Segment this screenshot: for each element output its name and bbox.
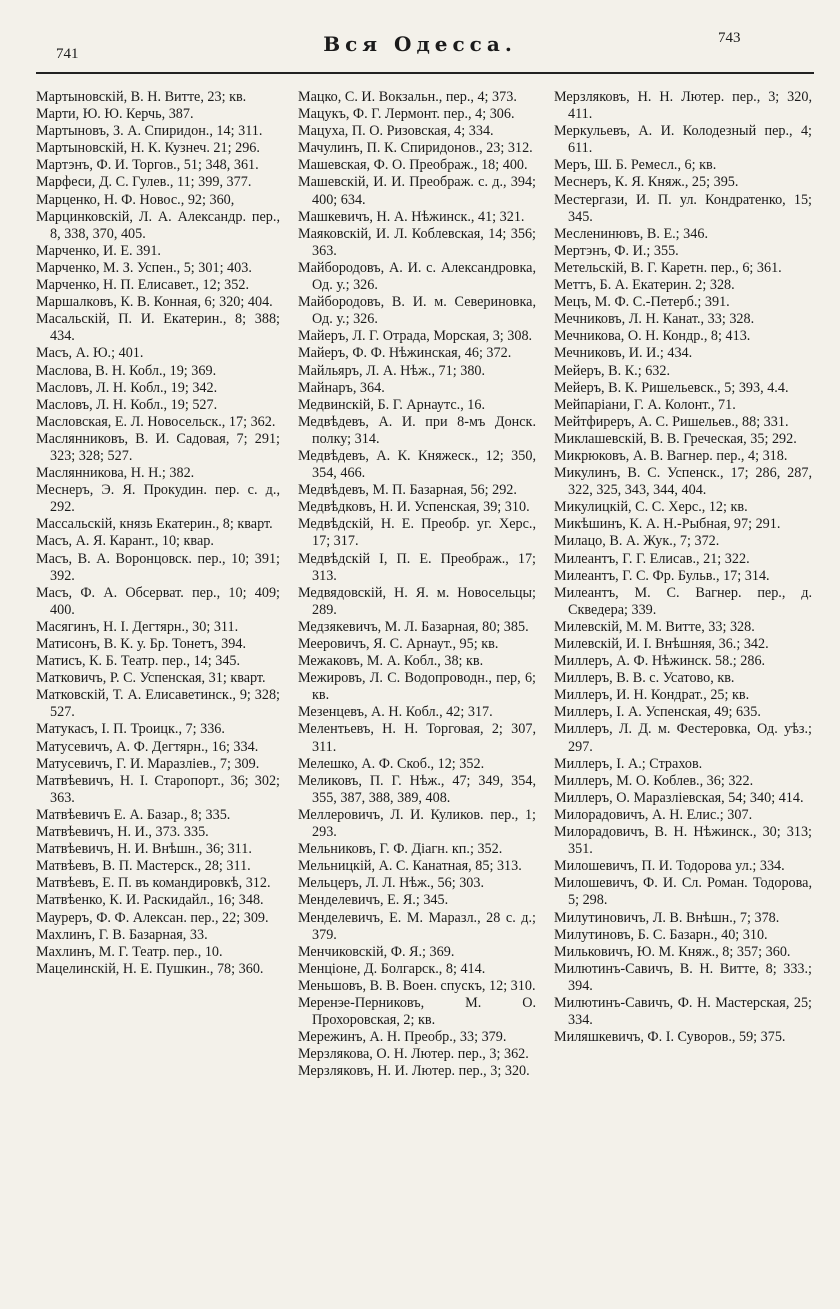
directory-entry: Миллеръ, І. А.; Страхов. [554,755,703,772]
directory-entry: Меттъ, Б. А. Екатерин. 2; 328. [554,277,735,294]
directory-entry: Меллеровичъ, Л. И. Куликов. пер., 1; 293. [298,806,536,841]
directory-entry: Медвинскій, Б. Г. Арнаутс., 16. [298,396,486,413]
directory-entry: Машкевичъ, Н. А. Нѣжинск., 41; 321. [298,208,525,225]
page-number-left: 741 [56,46,79,62]
directory-entry: Марченко, М. З. Успен., 5; 301; 403. [36,259,252,276]
column-right [554,89,812,1046]
directory-entry: Матусевичъ, А. Ф. Дегтярн., 16; 334. [36,738,259,755]
directory-entry: Маслова, В. Н. Кобл., 19; 369. [36,362,217,379]
directory-entry: Милацо, В. А. Жук., 7; 372. [554,533,720,550]
directory-entry: Матвѣевичъ, Н. І. Старопорт., 36; 302; 363. [36,772,280,806]
directory-entry: Микулицкій, С. С. Херс., 12; кв. [554,499,748,516]
directory-entry: Масловская, Е. Л. Новосельск., 17; 362. [36,413,276,430]
directory-entry: Медвѣдскій, Н. Е. Преобр. уг. Херс., 17; 317. [298,516,536,550]
directory-entry: Миллеръ, В. В. с. Усатово, кв. [554,670,735,687]
directory-entry: Масъ, А. Я. Карант., 10; квар. [36,533,214,550]
directory-entry: Майбородовъ, В. И. м. Севериновка, Од. у.; 326. [298,294,536,328]
directory-entry: Маршалковъ, К. В. Конная, 6; 320; 404. [36,294,273,311]
directory-entry: Матвѣенко, К. И. Раскидайл., 16; 348. [36,892,264,909]
directory-entry: Милютинъ-Савичъ, В. Н. Витте, 8; 333.; 394. [554,960,812,994]
directory-entry: Мееровичъ, Я. С. Арнаут., 95; кв. [298,636,499,652]
directory-entry: Милютинъ-Савичъ, Ф. Н. Мастерская, 25; 334. [554,994,812,1029]
directory-entry: Мечниковъ, И. И.; 434. [554,345,693,362]
directory-entry: Мерзлякова, О. Н. Лютер. пер., 3; 362. [298,1046,529,1063]
directory-entry: Марценко, Н. Ф. Новос., 92; 360, [36,191,235,208]
directory-entry: Метельскій, В. Г. Каретн. пер., 6; 361. [554,259,782,276]
directory-entry: Микулинъ, В. С. Успенск., 17; 286, 287, 322, 325, 343, 344, 404. [554,465,812,499]
column-left [36,89,280,978]
directory-entry: Местергази, И. П. ул. Кондратенко, 15; 345. [554,191,812,225]
directory-entry: Мильковичъ, Ю. М. Княж., 8; 357; 360. [554,943,791,960]
directory-entry: Масъ, В. А. Воронцовск. пер., 10; 391; 392. [36,550,280,584]
directory-entry: Мельницкій, А. С. Канатная, 85; 313. [298,858,522,875]
directory-entry: Мечникова, О. Н. Кондр., 8; 413. [554,328,751,345]
directory-entry: Матковскій, Т. А. Елисаветинск., 9; 328; 527. [36,687,280,721]
directory-entry: Миклашевскій, В. В. Греческая, 35; 292. [554,430,797,447]
directory-entry: Миллеръ, А. Ф. Нѣжинск. 58.; 286. [554,653,766,670]
directory-entry: Матвѣевъ, Е. П. въ командировкѣ, 312. [36,875,271,892]
directory-entry: Матвѣевичъ, Н. И. Внѣшн., 36; 311. [36,841,252,858]
directory-entry: Менчиковскій, Ф. Я.; 369. [298,943,455,960]
directory-entry: Масъ, Ф. А. Обсерват. пер., 10; 409; 400. [36,584,280,618]
directory-entry: Милошевичъ, Ф. И. Сл. Роман. Тодорова, 5; 298. [554,875,812,909]
directory-entry: Масальскій, П. И. Екатерин., 8; 388; 434. [36,311,280,345]
directory-entry: Мейтфиреръ, А. С. Ришельев., 88; 331. [554,413,789,430]
directory-entry: Массальскій, князь Екатерин., 8; кварт. [36,516,273,533]
page-header [0,26,840,66]
directory-entry: Меньшовъ, В. В. Воен. спускъ, 12; 310. [298,977,536,994]
directory-entry: Мерзляковъ, Н. И. Лютер. пер., 3; 320. [298,1063,530,1080]
directory-entry: Майеръ, Л. Г. Отрада, Морская, 3; 308. [298,328,533,345]
directory-entry: Матукасъ, І. П. Троицк., 7; 336. [36,721,225,738]
directory-entry: Махлинъ, Г. В. Базарная, 33. [36,926,208,943]
directory-entry: Мацко, С. И. Вокзальн., пер., 4; 373. [298,89,517,105]
directory-entry: Меснеръ, К. Я. Княж., 25; 395. [554,174,739,191]
directory-entry: Мейеръ, В. К.; 632. [554,362,671,379]
directory-entry: Майбородовъ, А. И. с. Александровка, Од. у.; 326. [298,259,536,294]
page-number-right: 743 [718,30,741,46]
directory-entry: Медвѣдевъ, А. И. при 8-мъ Донск. полку; 314. [298,413,536,447]
directory-entry: Марцинковскій, Л. А. Александр. пер., 8, 338, 370, 405. [36,208,280,242]
directory-entry: Мацукъ, Ф. Г. Лермонт. пер., 4; 306. [298,106,515,123]
directory-entry: Мартыновскій, В. Н. Витте, 23; кв. [36,89,247,105]
directory-entry: Мельниковъ, Г. Ф. Діагн. кп.; 352. [298,841,503,858]
directory-entry: Марфеси, Д. С. Гулев., 11; 399, 377. [36,174,252,191]
directory-entry: Менделевичъ, Е. Я.; 345. [298,892,449,909]
directory-entry: Матвѣевичъ Е. А. Базар., 8; 335. [36,806,231,823]
directory-entry: Мечниковъ, Л. Н. Канат., 33; 328. [554,311,755,328]
directory-entry: Межировъ, Л. С. Водопроводн., пер, 6; кв. [298,670,536,704]
directory-entry: Милеантъ, М. С. Вагнер. пер., д. Скведера; 339. [554,584,812,618]
directory-entry: Мережинъ, А. Н. Преобр., 33; 379. [298,1029,507,1046]
directory-entry: Меликовъ, П. Г. Нѣж., 47; 349, 354, 355, 387, 388, 389, 408. [298,772,536,806]
directory-entry: Медвядовскій, Н. Я. м. Новосельцы; 289. [298,584,536,618]
directory-entry: Мейеръ, В. К. Ришельевск., 5; 393, 4.4. [554,379,789,396]
entries-columns [0,89,840,1304]
directory-entry: Мецъ, М. Ф. С.-Петерб.; 391. [554,294,730,311]
directory-entry: Мельцеръ, Л. Л. Нѣж., 56; 303. [298,875,485,892]
directory-entry: Машевскій, И. И. Преображ. с. д., 394; 400; 634. [298,174,536,208]
directory-entry: Меркульевъ, А. И. Колодезный пер., 4; 611. [554,123,812,157]
directory-entry: Милевскій, И. І. Внѣшняя, 36.; 342. [554,636,769,652]
directory-entry: Межаковъ, М. А. Кобл., 38; кв. [298,653,484,670]
directory-entry: Мезенцевъ, А. Н. Кобл., 42; 317. [298,704,493,721]
directory-entry: Милошевичъ, П. И. Тодорова ул.; 334. [554,858,785,875]
directory-entry: Махлинъ, М. Г. Театр. пер., 10. [36,943,223,960]
directory-entry: Матусевичъ, Г. И. Маразліев., 7; 309. [36,755,260,772]
directory-entry: Масягинъ, Н. І. Дегтярн., 30; 311. [36,618,239,635]
directory-entry: Марти, Ю. Ю. Керчь, 387. [36,106,194,123]
directory-entry: Мерзляковъ, Н. Н. Лютер. пер., 3; 320, 411. [554,89,812,123]
directory-entry: Мартыновскій, Н. К. Кузнеч. 21; 296. [36,140,260,157]
directory-entry: Майеръ, Ф. Ф. Нѣжинская, 46; 372. [298,345,512,362]
directory-entry: Мачулинъ, П. К. Спиридонов., 23; 312. [298,140,533,157]
directory-entry: Маяковскій, И. Л. Коблевская, 14; 356; 363. [298,225,536,259]
directory-entry: Микрюковъ, А. В. Вагнер. пер., 4; 318. [554,447,788,464]
directory-entry: Мертэнъ, Ф. И.; 355. [554,242,679,259]
directory-entry: Микѣшинъ, К. А. Н.-Рыбная, 97; 291. [554,516,781,533]
directory-entry: Милутиновъ, Б. С. Базарн., 40; 310. [554,926,768,943]
directory-entry: Мелешко, А. Ф. Скоб., 12; 352. [298,755,485,772]
directory-entry: Медвѣдевъ, М. П. Базарная, 56; 292. [298,482,517,499]
directory-entry: Матвѣевичъ, Н. И., 373. 335. [36,824,209,841]
directory-entry: Месленинювъ, В. Е.; 346. [554,225,708,242]
directory-entry: Менціоне, Д. Болгарск., 8; 414. [298,960,486,977]
directory-entry: Милорадовичъ, А. Н. Елис.; 307. [554,806,753,823]
directory-entry: Мелентьевъ, Н. Н. Торговая, 2; 307, 311. [298,721,536,755]
directory-entry: Медвѣдевъ, А. К. Княжеск., 12; 350, 354, 466. [298,447,536,482]
running-title: Вся Одесса. [323,32,517,56]
directory-entry: Матисонъ, В. К. у. Бр. Тонетъ, 394. [36,636,247,652]
directory-entry: Мартэнъ, Ф. И. Торгов., 51; 348, 361. [36,157,259,174]
directory-entry: Марченко, Н. П. Елисавет., 12; 352. [36,277,250,294]
directory-entry: Масловъ, Л. Н. Кобл., 19; 342. [36,379,218,396]
directory-entry: Миллеръ, О. Маразліевская, 54; 340; 414. [554,789,804,806]
directory-entry: Миллеръ, И. Н. Кондрат., 25; кв. [554,687,750,704]
directory-entry: Матисъ, К. Б. Театр. пер., 14; 345. [36,653,241,670]
directory-entry: Матковичъ, Р. С. Успенская, 31; кварт. [36,670,266,687]
directory-entry: Матвѣевъ, В. П. Мастерск., 28; 311. [36,858,251,875]
directory-entry: Меренэе-Перниковъ, М. О. Прохоровская, 2; кв. [298,994,536,1029]
directory-entry: Мацелинскій, Н. Е. Пушкин., 78; 360. [36,960,264,977]
directory-entry: Мауреръ, Ф. Ф. Алексан. пер., 22; 309. [36,909,269,926]
directory-entry: Медвѣдковъ, Н. И. Успенская, 39; 310. [298,499,530,516]
column-middle [298,89,536,1080]
directory-entry: Миляшкевичъ, Ф. І. Суворов., 59; 375. [554,1029,786,1046]
directory-entry: Мейпаріани, Г. А. Колонт., 71. [554,396,736,413]
header-rule [36,72,814,74]
directory-entry: Милеантъ, Г. С. Фр. Бульв., 17; 314. [554,567,770,584]
directory-entry: Милеантъ, Г. Г. Елисав., 21; 322. [554,550,750,567]
directory-entry: Милорадовичъ, В. Н. Нѣжинск., 30; 313; 351. [554,824,812,858]
directory-entry: Миллеръ, І. А. Успенская, 49; 635. [554,704,761,721]
directory-entry: Марченко, И. Е. 391. [36,242,161,259]
directory-entry: Мартыновъ, З. А. Спиридон., 14; 311. [36,123,263,140]
directory-entry: Миллеръ, М. О. Коблев., 36; 322. [554,772,754,789]
directory-entry: Майльяръ, Л. А. Нѣж., 71; 380. [298,362,486,379]
directory-entry: Милутиновичъ, Л. В. Внѣшн., 7; 378. [554,909,780,926]
directory-entry: Масловъ, Л. Н. Кобл., 19; 527. [36,396,218,413]
directory-entry: Менделевичъ, Е. М. Маразл., 28 с. д.; 379. [298,909,536,943]
directory-entry: Меснеръ, Э. Я. Прокудин. пер. с. д., 292. [36,482,280,516]
directory-entry: Маслянникова, Н. Н.; 382. [36,465,195,482]
directory-entry: Миллеръ, Л. Д. м. Фестеровка, Од. уѣз.; 297. [554,721,812,755]
directory-entry: Медвѣдскій І, П. Е. Преображ., 17; 313. [298,550,536,584]
directory-entry: Милевскій, М. М. Витте, 33; 328. [554,618,755,635]
directory-entry: Меръ, Ш. Б. Ремесл., 6; кв. [554,157,717,174]
directory-entry: Майнаръ, 364. [298,379,385,396]
directory-entry: Мацуха, П. О. Ризовская, 4; 334. [298,123,494,140]
directory-entry: Медзякевичъ, М. Л. Базарная, 80; 385. [298,618,529,635]
directory-entry: Маслянниковъ, В. И. Садовая, 7; 291; 323; 328; 527. [36,430,280,464]
directory-entry: Машевская, Ф. О. Преображ., 18; 400. [298,157,528,174]
directory-entry: Масъ, А. Ю.; 401. [36,345,144,362]
